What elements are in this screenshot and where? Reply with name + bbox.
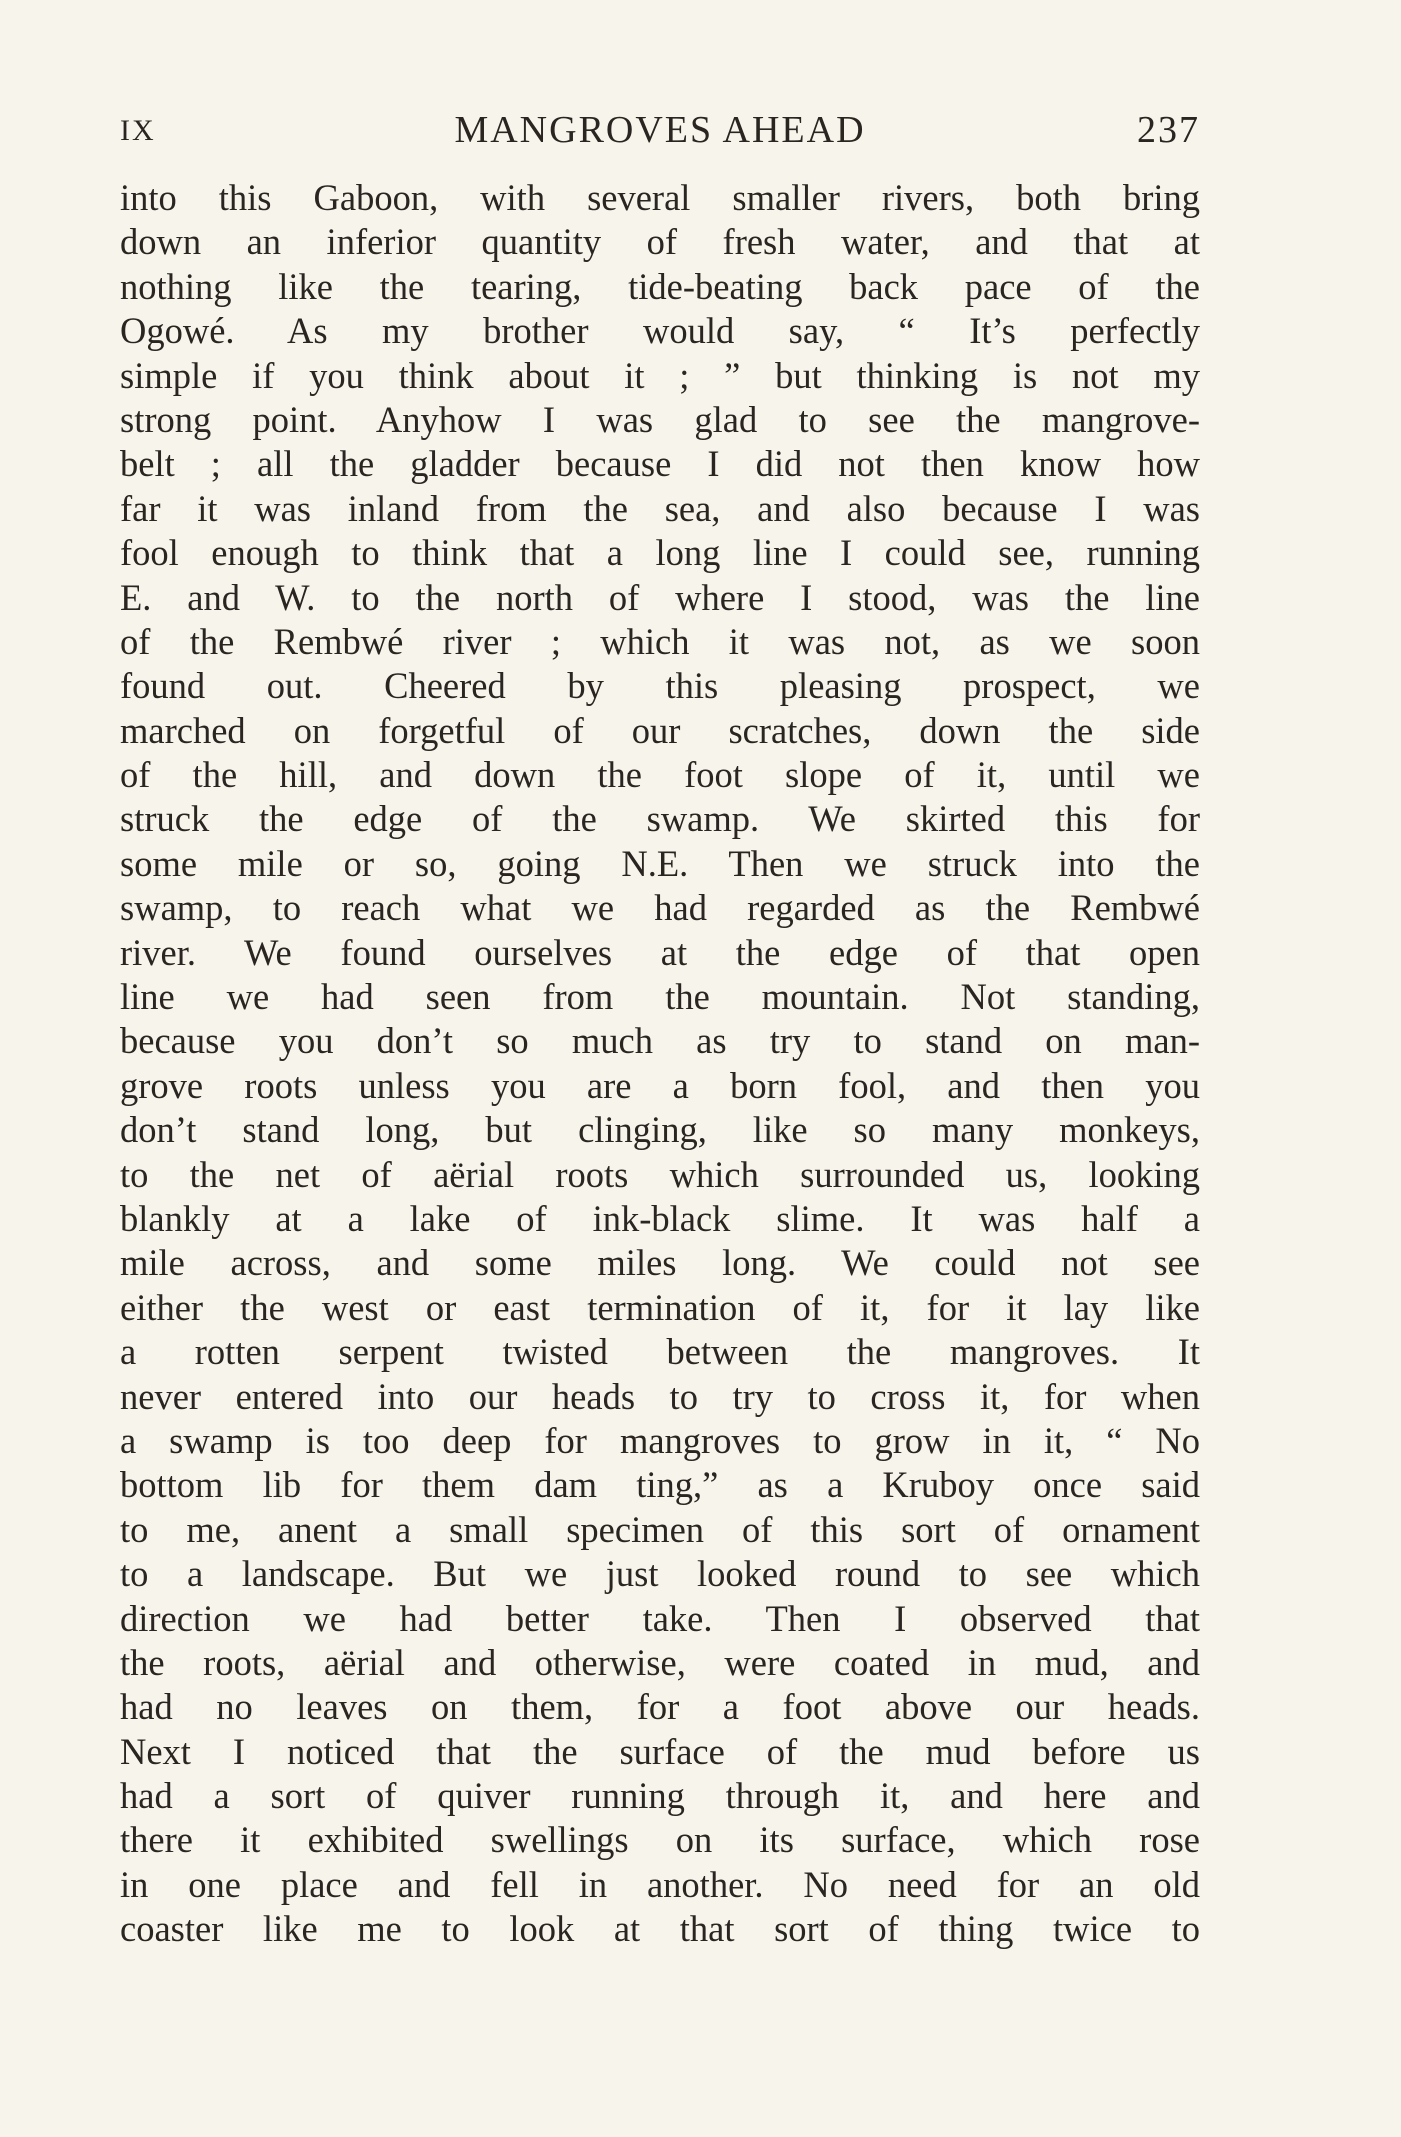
text-line: to a landscape. But we just looked round to see which bbox=[120, 1553, 1200, 1595]
text-line: bottom lib for them dam ting,” as a Kruboy once said bbox=[120, 1464, 1200, 1506]
text-line: Ogowé. As my brother would say, “ It’s perfectly bbox=[120, 310, 1200, 352]
text-line: found out. Cheered by this pleasing prospect, we bbox=[120, 665, 1200, 707]
text-line: blankly at a lake of ink-black slime. It was half a bbox=[120, 1197, 1200, 1239]
text-line: had a sort of quiver running through it, and here and bbox=[120, 1775, 1200, 1817]
text-line: fool enough to think that a long line I could see, running bbox=[120, 532, 1200, 574]
text-line: grove roots unless you are a born fool, and then you bbox=[120, 1064, 1200, 1106]
text-line: nothing like the tearing, tide-beating back pace of the bbox=[120, 265, 1200, 307]
text-line: strong point. Anyhow I was glad to see the mangrove- bbox=[120, 398, 1200, 440]
text-line: never entered into our heads to try to cross it, for when bbox=[120, 1375, 1200, 1417]
body-text bbox=[120, 176, 1200, 1952]
text-line: swamp, to reach what we had regarded as the Rembwé bbox=[120, 887, 1200, 929]
text-line: don’t stand long, but clinging, like so many monkeys, bbox=[120, 1109, 1200, 1151]
text-line: in one place and fell in another. No need for an old bbox=[120, 1863, 1200, 1905]
text-line: to me, anent a small specimen of this sort of ornament bbox=[120, 1508, 1200, 1550]
text-line: into this Gaboon, with several smaller rivers, both bring bbox=[120, 177, 1200, 218]
text-line: some mile or so, going N.E. Then we struck into the bbox=[120, 842, 1200, 884]
text-line: E. and W. to the north of where I stood, was the line bbox=[120, 576, 1200, 618]
text-line: to the net of aërial roots which surrounded us, looking bbox=[120, 1153, 1200, 1195]
text-line: far it was inland from the sea, and also because I was bbox=[120, 487, 1200, 529]
text-line: either the west or east termination of it, for it lay like bbox=[120, 1286, 1200, 1328]
text-line: a swamp is too deep for mangroves to grow in it, “ No bbox=[120, 1419, 1200, 1461]
text-line: coaster like me to look at that sort of thing twice to bbox=[120, 1908, 1200, 1950]
running-title: MANGROVES AHEAD bbox=[454, 109, 866, 151]
text-line: Next I noticed that the surface of the mud before us bbox=[120, 1730, 1200, 1772]
text-line: belt ; all the gladder because I did not then know how bbox=[120, 443, 1200, 485]
text-line: simple if you think about it ; ” but thinking is not my bbox=[120, 354, 1200, 396]
text-line: there it exhibited swellings on its surface, which rose bbox=[120, 1819, 1200, 1861]
text-line: line we had seen from the mountain. Not standing, bbox=[120, 976, 1200, 1018]
text-line: the roots, aërial and otherwise, were coated in mud, and bbox=[120, 1641, 1200, 1683]
text-line: had no leaves on them, for a foot above our heads. bbox=[120, 1686, 1200, 1728]
text-line: marched on forgetful of our scratches, down the side bbox=[120, 709, 1200, 751]
chapter-number: IX bbox=[120, 114, 156, 147]
text-line: river. We found ourselves at the edge of that open bbox=[120, 931, 1200, 973]
text-line: mile across, and some miles long. We could not see bbox=[120, 1242, 1200, 1284]
text-line: down an inferior quantity of fresh water, and that at bbox=[120, 221, 1200, 263]
text-line: because you don’t so much as try to stand on man- bbox=[120, 1020, 1200, 1062]
page-number: 237 bbox=[1137, 109, 1200, 151]
text-line: a rotten serpent twisted between the mangroves. It bbox=[120, 1331, 1200, 1373]
text-line: struck the edge of the swamp. We skirted this for bbox=[120, 798, 1200, 840]
running-header bbox=[120, 108, 1200, 158]
text-line: of the Rembwé river ; which it was not, as we soon bbox=[120, 620, 1200, 662]
text-line: of the hill, and down the foot slope of it, until we bbox=[120, 754, 1200, 796]
text-line: direction we had better take. Then I observed that bbox=[120, 1597, 1200, 1639]
